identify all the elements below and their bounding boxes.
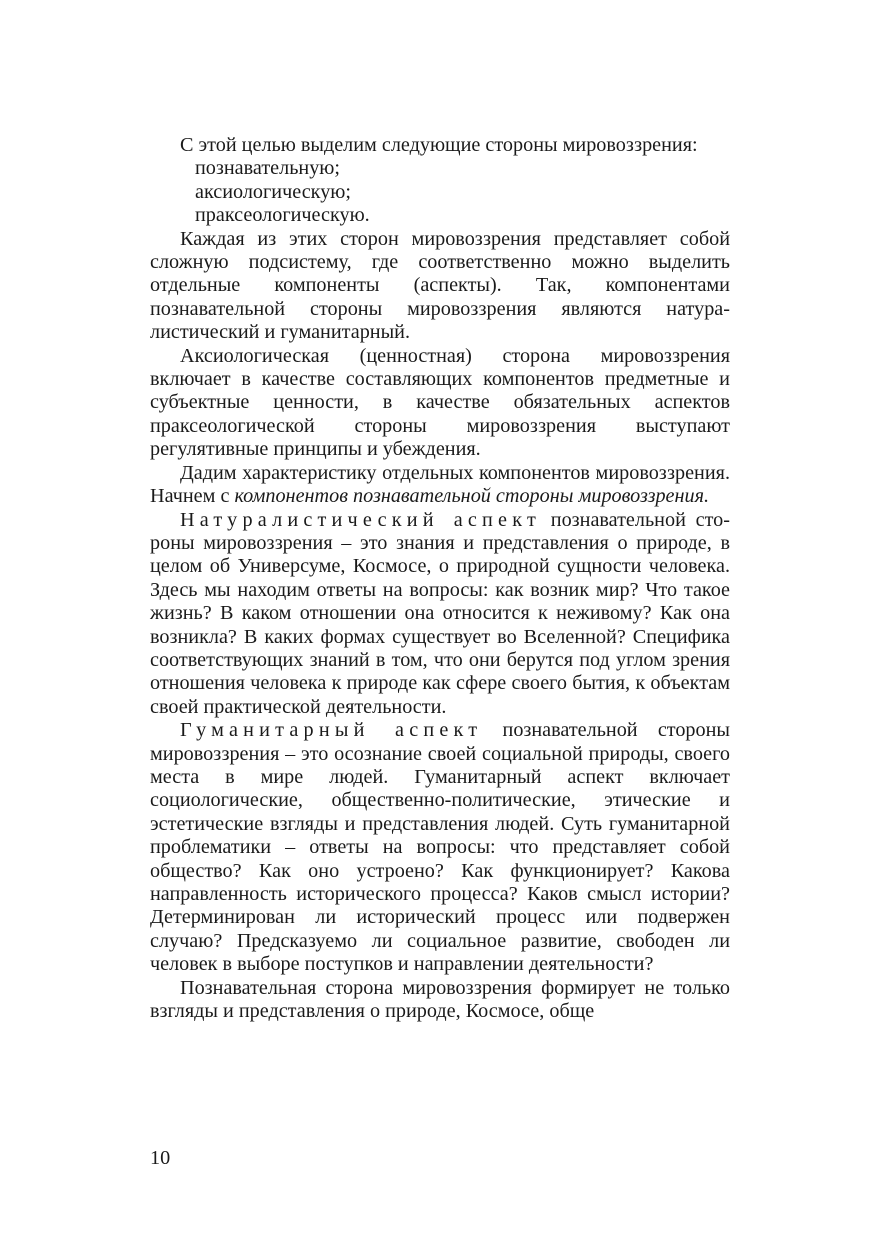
humanitarian-text: познавательной стороны мировоззрения – это осознание своей социальной природы, своего места в мире людей. Гуманитарный аспект включает социологические, общественно-политические, этические и эстетические взгляды и представления людей. Суть гуманитарной проблематики – ответы на вопросы: что представляет собой общество? Как оно устроено? Как функционирует? Какова направленность исторического процесса? Каков смысл истории? Детерминирован ли исторический процесс или подвержен случаю? Предсказуемо ли социальное развитие, свободен ли человек в выборе поступков и направлении деятельности? [150,719,730,976]
naturalistic-term: Натуралистический аспект [180,508,541,531]
page-number: 10 [150,1147,171,1169]
characteristics-italic: компонентов познавательной стороны мировоззрения. [234,485,710,508]
paragraph-subsystems: Каждая из этих сторон мировоззрения представляет собой сложную подсистему, где соответственно можно выделить отдельные компоненты (аспекты). Так, компонентами познавательной стороны мировоззрения являются натуралистический и гуманитарный. [150,227,730,344]
paragraph-intro: С этой целью выделим следующие стороны мировоззрения: [180,134,698,156]
paragraph-cognitive-forms: Познавательная сторона мировоззрения формирует не только взгляды и представления о природе, Космосе, обще [150,976,730,1023]
humanitarian-term: Гуманитарный аспект [180,719,483,742]
list-item-praxeological: праксеологическую. [195,204,370,227]
naturalistic-text: познавательной стороны мировоззрения – это знания и представления о природе, в целом об Универсуме, Космосе, о природной сущности человека. Здесь мы находим ответы на вопросы: как возник мир? Что такое жизнь? В каком отношении она относится к неживому? Как она возникла? В каких формах существует во Вселенной? Специфика соответствующих знаний в том, что они берутся под углом зрения отношения человека к природе как сфере своего бытия, к объектам своей практической деятельности. [150,508,730,718]
list-item-axiological: аксиологическую; [195,180,351,203]
paragraph-naturalistic [150,509,730,720]
list-item-cognitive: познавательную; [195,157,340,180]
paragraph-humanitarian [150,719,730,976]
paragraph-axiological: Аксиологическая (ценностная) сторона мировоззрения включает в качестве составляющих компонентов предметные и субъектные ценности, в качестве обязательных аспектов праксеологической стороны мировоззрения выступают регулятивные принципы и убеждения. [150,344,730,461]
main-text [150,134,730,1023]
aspects-list [150,157,730,227]
paragraph-characteristics [150,462,730,509]
characteristics-text: Дадим характеристику отдельных компонентов мировоззрения. Начнем с [150,461,730,508]
